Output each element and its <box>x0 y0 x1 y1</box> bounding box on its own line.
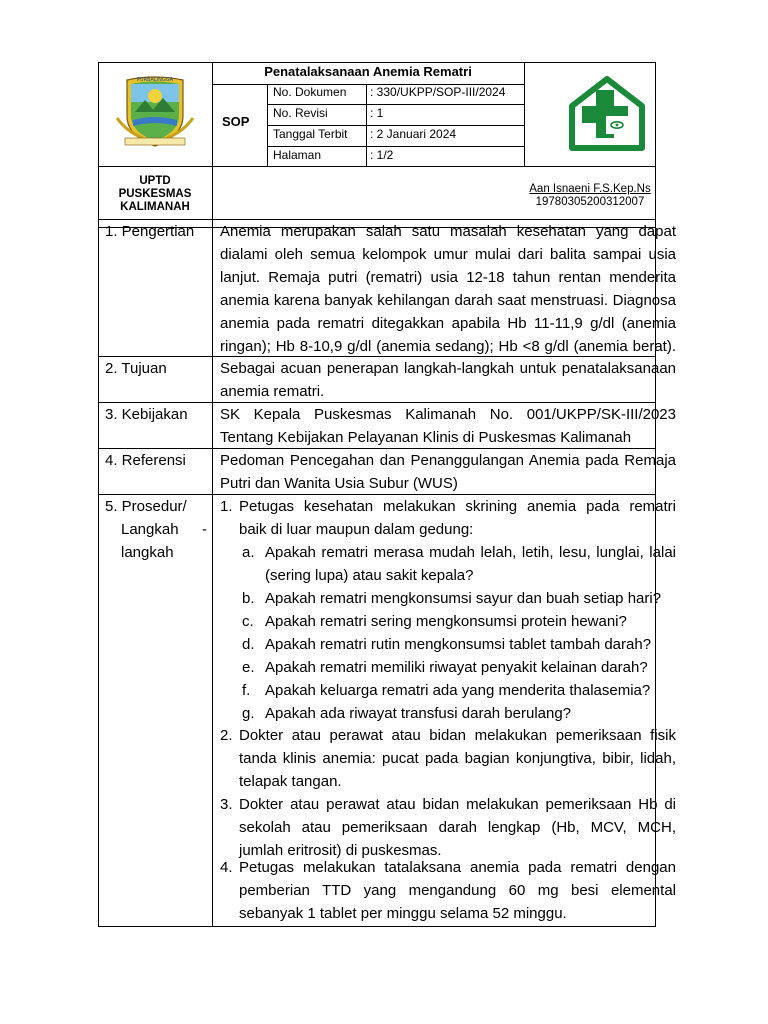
meta-label-halaman: Halaman <box>273 148 322 162</box>
step-item-c: Apakah rematri sering mengkonsumsi protein hewani? <box>265 613 627 630</box>
step-item-d: Apakah rematri rutin mengkonsumsi tablet tambah darah? <box>265 636 652 653</box>
step-1-text: Petugas kesehatan melakukan skrining anemia pada rematri baik di luar maupun dalam gedung: <box>239 498 676 538</box>
header-divider <box>267 104 524 105</box>
signer-nip: 19780305200312007 <box>535 196 645 208</box>
meta-label-tanggal-terbit: Tanggal Terbit <box>273 127 348 141</box>
step-item-f: Apakah keluarga rematri ada yang menderita thalasemia? <box>265 682 651 699</box>
step-item-letter: g. <box>242 705 255 722</box>
step-item-letter: a. <box>242 544 255 561</box>
crest-label: PURBALINGGA <box>136 77 174 83</box>
step-item-e: Apakah rematri memiliki riwayat penyakit kelainan darah? <box>265 659 648 676</box>
meta-value-no-revisi: : 1 <box>370 106 384 120</box>
referensi-text: Pedoman Pencegahan dan Penanggulangan Anemia pada Remaja Putri dan Wanita Usia Subur (WUS) <box>220 452 676 492</box>
meta-value-halaman: : 1/2 <box>370 148 394 162</box>
step-number: 4. <box>220 859 233 876</box>
org-name-line: PUSKESMAS <box>118 188 192 200</box>
step-item-letter: d. <box>242 636 255 653</box>
tujuan-text: Sebagai acuan penerapan langkah-langkah untuk penatalaksanaan anemia rematri. <box>220 360 676 400</box>
step-number: 3. <box>220 796 233 813</box>
step-3-text: Dokter atau perawat atau bidan melakukan pemeriksaan Hb di sekolah atau pemeriksaan darah lengkap (Hb, MCV, MCH, jumlah eritrosit) di puskesmas. <box>239 796 676 859</box>
pengertian-text: Anemia merupakan salah satu masalah kesehatan yang dapat dialami oleh semua kelompok umur mulai dari balita sampai usia lanjut. Remaja putri (rematri) usia 12-18 tahun rentan menderita anemia karena banyak kehilangan darah saat menstruasi. Diagnosa anemia pada rematri ditegakkan apabila Hb 11-11,9 g/dl (anemia ringan); Hb 8-10,9 g/dl (anemia sedang); Hb <8 g/dl (anemia berat). <box>220 223 676 355</box>
step-number: 2. <box>220 727 233 744</box>
header-divider <box>524 62 525 166</box>
meta-value-tanggal-terbit: : 2 Januari 2024 <box>370 127 457 141</box>
meta-label-no-revisi: No. Revisi <box>273 106 328 120</box>
page-title: Penatalaksanaan Anemia Rematri <box>264 64 472 79</box>
meta-label-no-dokumen: No. Dokumen <box>273 85 347 99</box>
kebijakan-text: SK Kepala Puskesmas Kalimanah No. 001/UKPP/SK-III/2023 Tentang Kebijakan Pelayanan Klinis di Puskesmas Kalimanah <box>220 406 676 446</box>
header-divider <box>267 146 524 147</box>
header-divider <box>267 125 524 126</box>
section-label-prosedur: Langkah - <box>121 521 207 538</box>
step-item-b: Apakah rematri mengkonsumsi sayur dan buah setiap hari? <box>265 590 662 607</box>
step-2-text: Dokter atau perawat atau bidan melakukan pemeriksaan fisik tanda klinis anemia: pucat pada bagian konjungtiva, bibir, lidah, telapak tangan. <box>239 727 676 790</box>
header-divider <box>212 62 213 228</box>
org-name-line: KALIMANAH <box>120 201 190 213</box>
section-label-referensi: 4. Referensi <box>105 452 186 469</box>
step-item-letter: e. <box>242 659 255 676</box>
step-item-g: Apakah ada riwayat transfusi darah berulang? <box>265 705 572 722</box>
header-divider <box>98 166 656 167</box>
district-crest-logo <box>115 72 195 152</box>
body-divider <box>212 219 213 927</box>
section-label-prosedur: 5. Prosedur/ <box>105 498 187 515</box>
step-item-letter: f. <box>242 682 251 699</box>
step-number: 1. <box>220 498 233 515</box>
org-name-line: UPTD <box>139 175 171 187</box>
sop-label: SOP <box>222 114 250 129</box>
meta-value-no-dokumen: : 330/UKPP/SOP-III/2024 <box>370 85 506 99</box>
step-item-letter: b. <box>242 590 255 607</box>
step-item-a: Apakah rematri merasa mudah lelah, letih, lesu, lunglai, lalai (sering lupa) atau sakit kepala? <box>265 544 676 584</box>
puskesmas-logo <box>568 76 646 152</box>
step-4-text: Petugas melakukan tatalaksana anemia pada rematri dengan pemberian TTD yang mengandung 60 mg besi elemental sebanyak 1 tablet per minggu selama 52 minggu. <box>239 859 676 922</box>
signer-name: Aan Isnaeni F.S.Kep.Ns <box>529 183 651 195</box>
section-label-tujuan: 2. Tujuan <box>105 360 167 377</box>
step-item-letter: c. <box>242 613 254 630</box>
section-label-kebijakan: 3. Kebijakan <box>105 406 188 423</box>
section-label-prosedur: langkah <box>121 544 174 561</box>
section-label-pengertian: 1. Pengertian <box>105 223 195 240</box>
